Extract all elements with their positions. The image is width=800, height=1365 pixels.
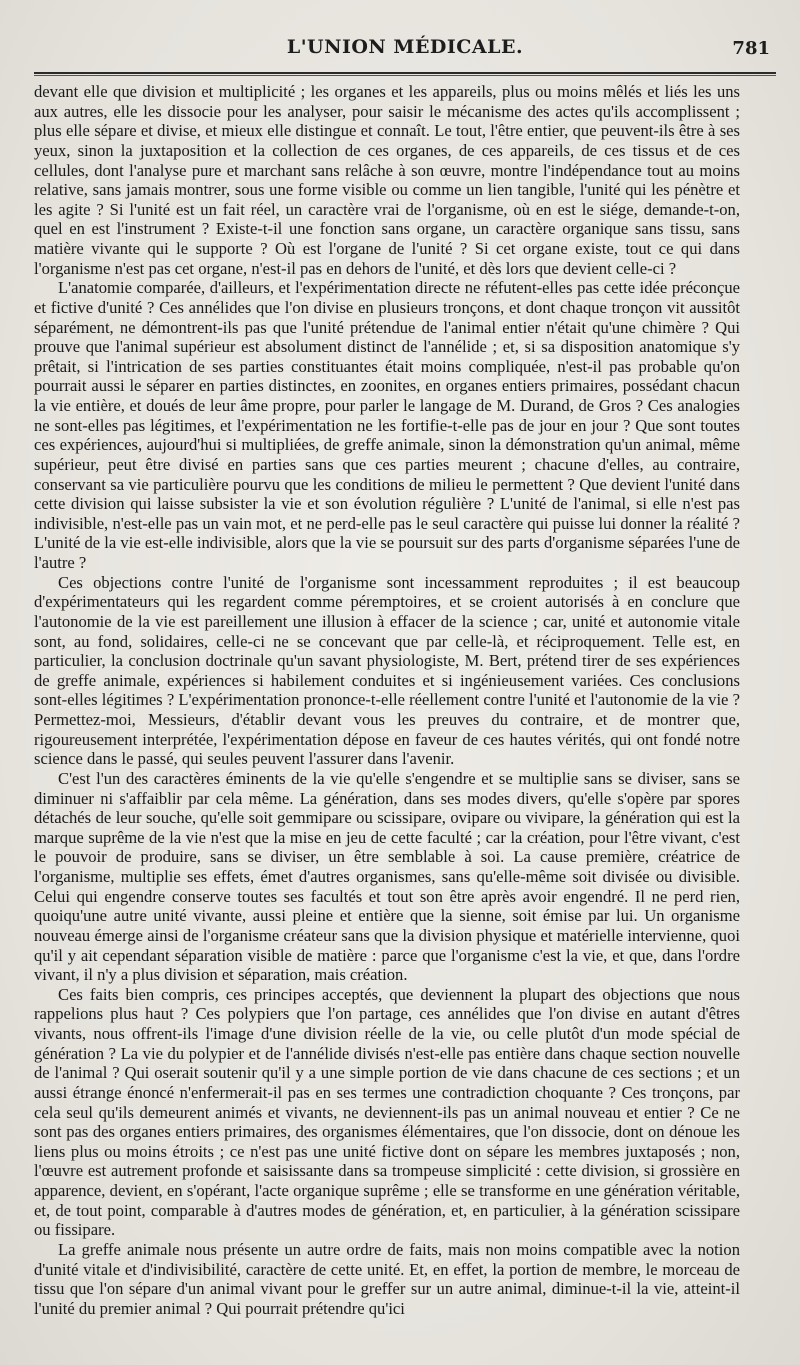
article-body	[34, 82, 740, 1318]
paragraph: C'est l'un des caractères éminents de la vie qu'elle s'engendre et se multiplie sans se diviser, sans se diminuer ni s'affaiblir par cela même. La génération, dans ses modes divers, qu'elle s'opère par spores détachés de leur souche, qu'elle soit gemmipare ou scissipare, ovipare ou vivipare, la génération qui est la marque suprême de la vie n'est que la mise en jeu de cette faculté ; car la création, pour l'être vivant, c'est le pouvoir de produire, sans se diviser, un être semblable à soi. La cause première, créatrice de l'organisme, multiplie ses effets, émet d'autres organismes, sans qu'elle-même soit divisée ou divisible. Celui qui engendre conserve toutes ses facultés et tout son être après avoir engendré. Il ne perd rien, quoiqu'une autre unité vivante, aussi pleine et entière que la sienne, soit émise par lui. Un organisme nouveau émerge ainsi de l'organisme créateur sans que la division physique et matérielle intervienne, quoi qu'il y ait cependant séparation visible de matière : parce que l'organisme c'est la vie, et que, dans l'ordre vivant, il n'y a plus division et séparation, mais création.	[34, 768, 740, 985]
paragraph: Ces faits bien compris, ces principes acceptés, que deviennent la plupart des objections que nous rappelions plus haut ? Ces polypiers que l'on partage, ces annélides que l'on divise en autant d'êtres vivants, nous offrent-ils l'image d'une division réelle de la vie, ou celle plutôt d'un mode spécial de génération ? La vie du polypier et de l'annélide divisés n'est-elle pas entière dans chaque section nouvelle de l'animal ? Qui oserait soutenir qu'il y a une simple portion de vie dans chacune de ces sections ; et un aussi étrange énoncé n'enfermerait-il pas en ses termes une contradiction choquante ? Ces tronçons, par cela seul qu'ils demeurent animés et vivants, ne deviennent-ils pas un animal nouveau et entier ? Ce ne sont pas des organes entiers primaires, des organismes élémentaires, que l'on dissocie, dont on dénoue les liens plus ou moins étroits ; ce n'est pas une unité fictive dont on sépare les membres juxtaposés ; non, l'œuvre est autrement profonde et saisissante dans sa trompeuse simplicité : cette division, si grossière en apparence, devient, en s'opérant, l'acte organique suprême ; elle se transforme en une génération véritable, et, de tout point, comparable à d'autres modes de génération, et, en particulier, à la génération scissipare ou fissipare.	[34, 984, 740, 1240]
page-header	[34, 34, 776, 66]
header-rule-thin	[34, 75, 776, 76]
paragraph-continued: devant elle que division et multiplicité ; les organes et les appareils, plus ou moins mêlés et liés les uns aux autres, elle les dissocie pour les analyser, pour saisir le mécanisme des actes qu'ils accomplissent ; plus elle sépare et divise, et mieux elle distingue et connaît. Le tout, l'être entier, que peuvent-ils être à ses yeux, sinon la juxtaposition et la collection de ces organes, de ces appareils, de ces tissus et de ces cellules, dont l'analyse pure et marchant sans relâche à son œuvre, montre l'indépendance tout au moins relative, sans jamais montrer, sous une forme visible ou comme un lien tangible, l'unité qui les pénètre et les agite ? Si l'unité est un fait réel, un caractère vrai de l'organisme, où en est le siége, demande-t-on, quel en est l'instrument ? Existe-t-il une fonction sans organe, un caractère organique sans tissu, sans matière vivante qui le supporte ? Où est l'organe de l'unité ? Si cet organe existe, tout ce qui dans l'organisme n'est pas cet organe, n'est-il pas en dehors de l'unité, et dès lors que devient celle-ci ?	[34, 82, 740, 278]
paragraph: Ces objections contre l'unité de l'organisme sont incessamment reproduites ; il est beaucoup d'expérimentateurs qui les regardent comme péremptoires, et se croient autorisés à en conclure que l'autonomie de la vie est pareillement une illusion à effacer de la science ; car, unité et autonomie vitale sont, au fond, solidaires, celle-ci ne se concevant que par celle-là, et réciproquement. Telle est, en particulier, la conclusion doctrinale qu'un savant physiologiste, M. Bert, prétend tirer de ses expériences de greffe animale, expériences si habilement conduites et si ingénieusement variées. Ces conclusions sont-elles légitimes ? L'expérimentation prononce-t-elle réellement contre l'unité et l'autonomie de la vie ? Permettez-moi, Messieurs, d'établir devant vous les preuves du contraire, et de montrer que, rigoureusement interprétée, l'expérimentation dépose en faveur de ces hautes vérités, qui ont fondé notre science dans le passé, qui seules peuvent l'assurer dans l'avenir.	[34, 572, 740, 769]
page-number: 781	[732, 38, 770, 59]
header-rule	[34, 72, 776, 74]
running-title: L'UNION MÉDICALE.	[286, 36, 524, 58]
paragraph: La greffe animale nous présente un autre ordre de faits, mais non moins compatible avec la notion d'unité vitale et d'indivisibilité, caractère de cette unité. Et, en effet, la portion de membre, le morceau de tissu que l'on sépare d'un animal vivant pour le greffer sur un autre animal, diminue-t-il la vie, atteint-il l'unité du premier animal ? Qui pourrait prétendre qu'ici	[34, 1239, 740, 1318]
paragraph: L'anatomie comparée, d'ailleurs, et l'expérimentation directe ne réfutent-elles pas cette idée préconçue et fictive d'unité ? Ces annélides que l'on divise en plusieurs tronçons, et dont chaque tronçon vit aussitôt séparément, ne démontrent-ils pas que l'unité prétendue de l'animal entier n'était qu'une chimère ? Qui prouve que l'animal supérieur est absolument distinct de l'annélide ; et, si sa disposition anatomique s'y prêtait, si l'intrication de ses parties constituantes était moins compliquée, n'est-il pas probable qu'on pourrait aussi le séparer en parties distinctes, en zoonites, en organes entiers primaires, possédant chacun la vie entière, et doués de leur âme propre, pour parler le langage de M. Durand, de Gros ? Ces analogies ne sont-elles pas légitimes, et l'expérimentation ne les fortifie-t-elle pas de jour en jour ? Que sont toutes ces expériences, aujourd'hui si multipliées, de greffe animale, sinon la démonstration qu'un animal, même supérieur, peut être divisé en parties sans que ces parties meurent ; chacune d'elles, au contraire, conservant sa vie particulière pourvu que les conditions de milieu le permettent ? Que devient l'unité dans cette division qui laisse subsister la vie et son évolution régulière ? L'unité de l'animal, si elle n'est pas indivisible, n'est-elle pas un vain mot, et ne perd-elle pas le seul caractère qui puisse lui donner la réalité ? L'unité de la vie est-elle indivisible, alors que la vie se poursuit sur des parts d'organisme séparées l'une de l'autre ?	[34, 278, 740, 572]
